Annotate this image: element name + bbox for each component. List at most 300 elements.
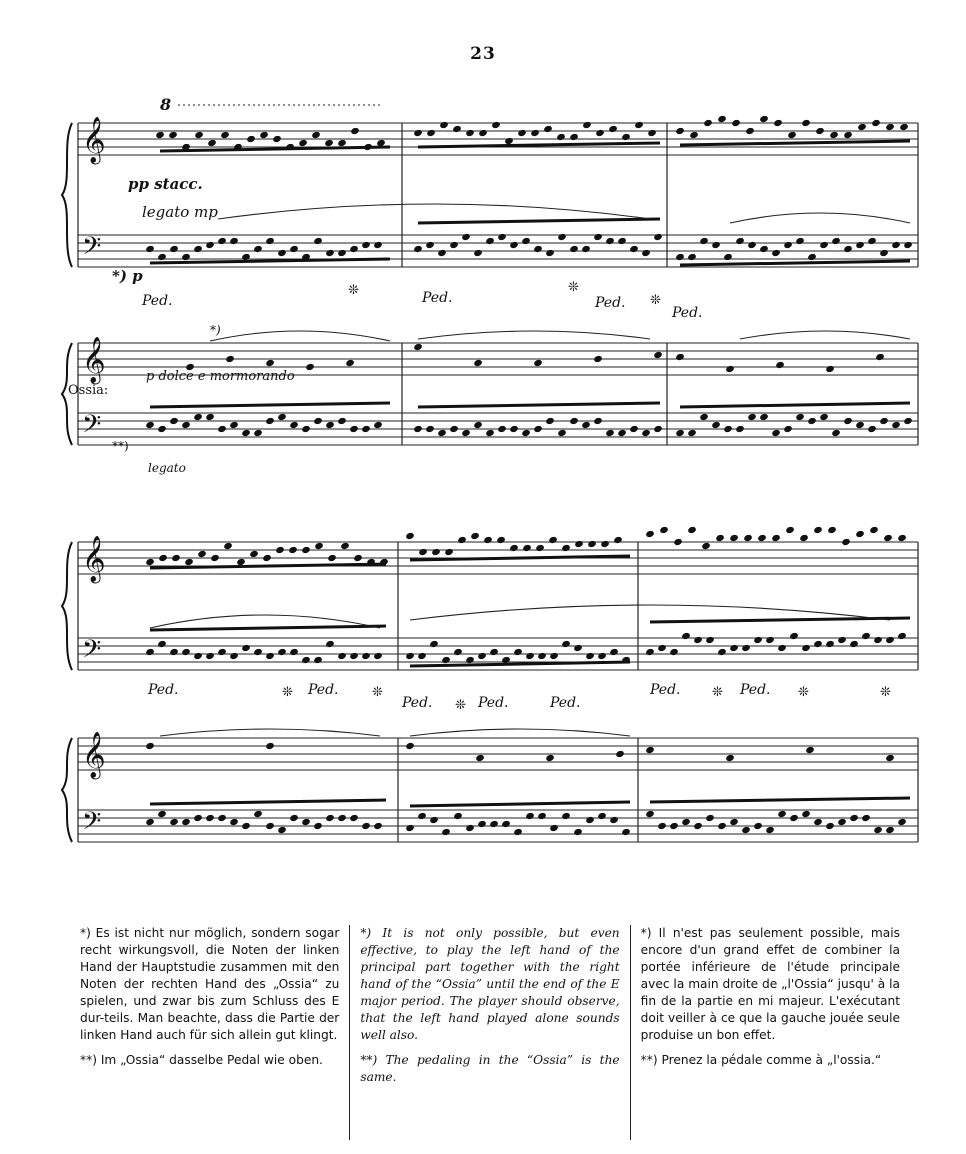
notehead <box>753 822 763 830</box>
notehead <box>509 544 519 552</box>
notehead <box>324 139 334 147</box>
notehead <box>205 652 215 660</box>
bass-clef: 𝄢 <box>82 232 102 267</box>
notehead <box>217 814 227 822</box>
ossia-legato: legato <box>148 461 186 475</box>
notehead <box>795 237 805 245</box>
notehead <box>373 822 383 830</box>
notehead <box>265 652 275 660</box>
notehead <box>807 417 817 425</box>
notehead <box>587 540 597 548</box>
notehead <box>735 237 745 245</box>
notehead <box>337 417 347 425</box>
notehead <box>193 413 203 421</box>
notehead <box>475 754 485 762</box>
notehead <box>819 241 829 249</box>
notehead <box>717 822 727 830</box>
beam <box>160 147 390 151</box>
notehead <box>825 822 835 830</box>
notehead <box>193 245 203 253</box>
notehead <box>595 129 605 137</box>
notehead <box>437 249 447 257</box>
notehead <box>413 129 423 137</box>
notehead <box>582 121 592 129</box>
notehead <box>217 425 227 433</box>
pedal-mark: Ped. <box>478 695 509 711</box>
brace <box>62 542 72 670</box>
notehead <box>759 115 769 123</box>
notehead <box>405 824 415 832</box>
notehead <box>903 241 913 249</box>
notehead <box>783 241 793 249</box>
notehead <box>241 822 251 830</box>
pedal-mark: Ped. <box>148 682 179 698</box>
notehead <box>313 822 323 830</box>
notehead <box>841 538 851 546</box>
notehead <box>701 542 711 550</box>
notehead <box>813 526 823 534</box>
notehead <box>705 814 715 822</box>
notehead <box>873 826 883 834</box>
notehead <box>869 526 879 534</box>
notehead <box>831 237 841 245</box>
notehead <box>757 534 767 542</box>
page-number: 23 <box>470 44 496 64</box>
notehead <box>305 363 315 371</box>
notehead <box>168 131 178 139</box>
notehead <box>325 421 335 429</box>
notehead <box>741 644 751 652</box>
notehead <box>545 249 555 257</box>
bass-clef: 𝄢 <box>82 410 102 445</box>
treble-clef: 𝄞 <box>82 117 106 163</box>
notehead <box>569 417 579 425</box>
notehead <box>449 425 459 433</box>
notehead <box>629 245 639 253</box>
beam <box>680 403 910 407</box>
notehead <box>145 558 155 566</box>
notehead <box>349 652 359 660</box>
notehead <box>885 754 895 762</box>
notehead <box>253 245 263 253</box>
notehead <box>875 353 885 361</box>
notehead <box>535 544 545 552</box>
notehead <box>485 237 495 245</box>
notehead <box>417 812 427 820</box>
notehead <box>795 413 805 421</box>
notehead <box>205 814 215 822</box>
notehead <box>327 554 337 562</box>
slur <box>410 729 630 736</box>
beam <box>410 802 630 806</box>
notehead <box>289 421 299 429</box>
notehead <box>205 413 215 421</box>
pedal-release-star: ❊ <box>455 698 466 713</box>
notehead <box>169 245 179 253</box>
ossia-pedal-footnote-marker: **) <box>112 439 129 453</box>
notehead <box>373 652 383 660</box>
notehead <box>157 253 167 261</box>
pedal-release-star: ❊ <box>650 293 661 308</box>
notehead <box>373 421 383 429</box>
notehead <box>557 429 567 437</box>
notehead <box>843 245 853 253</box>
notehead <box>669 822 679 830</box>
pedal-mark: Ped. <box>422 290 453 306</box>
notehead <box>581 421 591 429</box>
notehead <box>477 652 487 660</box>
pedal-mark: Ped. <box>672 305 703 321</box>
notehead <box>301 546 311 554</box>
notehead <box>441 828 451 836</box>
footnote-english <box>349 925 629 1140</box>
notehead <box>249 550 259 558</box>
notehead <box>741 826 751 834</box>
notehead <box>549 652 559 660</box>
notehead <box>549 824 559 832</box>
notehead <box>301 818 311 826</box>
notehead <box>843 417 853 425</box>
notehead <box>731 119 741 127</box>
notehead <box>747 413 757 421</box>
notehead <box>253 429 263 437</box>
notehead <box>669 648 679 656</box>
notehead <box>521 237 531 245</box>
notehead <box>743 534 753 542</box>
notehead <box>723 425 733 433</box>
notehead <box>361 241 371 249</box>
notehead <box>765 636 775 644</box>
notehead <box>759 413 769 421</box>
notehead <box>699 237 709 245</box>
notehead <box>277 826 287 834</box>
beam <box>418 219 660 223</box>
notehead <box>605 429 615 437</box>
notehead <box>496 536 506 544</box>
notehead <box>325 640 335 648</box>
notehead <box>681 632 691 640</box>
notehead <box>229 652 239 660</box>
notehead <box>265 822 275 830</box>
notehead <box>687 429 697 437</box>
notehead <box>489 820 499 828</box>
beam <box>680 141 910 145</box>
notehead <box>171 554 181 562</box>
notehead <box>497 425 507 433</box>
notehead <box>600 540 610 548</box>
beam <box>150 403 390 407</box>
notehead <box>277 249 287 257</box>
notehead <box>169 648 179 656</box>
notehead <box>873 636 883 644</box>
notehead <box>827 526 837 534</box>
notehead <box>417 652 427 660</box>
notehead <box>361 425 371 433</box>
notehead <box>429 816 439 824</box>
notehead <box>181 253 191 261</box>
footnote-german <box>70 925 349 1140</box>
pedal-release-star: ❊ <box>798 685 809 700</box>
treble-clef: 𝄞 <box>82 536 106 582</box>
notehead <box>545 754 555 762</box>
notehead <box>903 417 913 425</box>
dynamic-legato-mp: legato mp <box>142 203 218 221</box>
notehead <box>325 249 335 257</box>
music-system-1 <box>50 95 940 480</box>
notehead <box>241 644 251 652</box>
notehead <box>513 828 523 836</box>
notehead <box>647 129 657 137</box>
notehead <box>849 640 859 648</box>
notehead <box>431 548 441 556</box>
notehead <box>801 644 811 652</box>
notehead <box>497 233 507 241</box>
notehead <box>229 818 239 826</box>
notehead <box>478 129 488 137</box>
notehead <box>277 648 287 656</box>
slur <box>410 605 890 620</box>
notehead <box>693 822 703 830</box>
notehead <box>483 536 493 544</box>
beam <box>150 626 386 630</box>
notehead <box>681 818 691 826</box>
footnote-de-2: **) Im „Ossia“ dasselbe Pedal wie oben. <box>80 1053 323 1067</box>
notehead <box>634 121 644 129</box>
notehead <box>453 812 463 820</box>
notehead <box>337 139 347 147</box>
notehead <box>452 125 462 133</box>
notehead <box>449 241 459 249</box>
notehead <box>157 640 167 648</box>
notehead <box>521 429 531 437</box>
notehead <box>867 237 877 245</box>
notehead <box>465 656 475 664</box>
notehead <box>169 818 179 826</box>
notehead <box>581 245 591 253</box>
notehead <box>537 812 547 820</box>
notehead <box>181 421 191 429</box>
notehead <box>861 814 871 822</box>
notehead <box>405 532 415 540</box>
pedal-release-star: ❊ <box>880 685 891 700</box>
notehead <box>597 812 607 820</box>
notehead <box>787 131 797 139</box>
notehead <box>645 810 655 818</box>
notehead <box>210 554 220 562</box>
beam <box>150 564 386 568</box>
notehead <box>158 554 168 562</box>
notehead <box>145 818 155 826</box>
notehead <box>613 536 623 544</box>
notehead <box>325 814 335 822</box>
notehead <box>157 810 167 818</box>
notehead <box>220 131 230 139</box>
notehead <box>673 538 683 546</box>
notehead <box>815 127 825 135</box>
notehead <box>657 822 667 830</box>
notehead <box>265 359 275 367</box>
notehead <box>157 425 167 433</box>
notehead <box>314 542 324 550</box>
notehead <box>229 237 239 245</box>
beam <box>680 261 910 265</box>
notehead <box>759 245 769 253</box>
notehead <box>711 421 721 429</box>
notehead <box>491 121 501 129</box>
notehead <box>145 245 155 253</box>
notehead <box>517 129 527 137</box>
notehead <box>461 233 471 241</box>
notehead <box>645 648 655 656</box>
notehead <box>855 530 865 538</box>
notehead <box>593 233 603 241</box>
notehead <box>777 644 787 652</box>
footnote-de-1: *) Es ist nicht nur möglich, sondern sogar recht wirkungsvoll, die Noten der linken Hand der Hauptstudie zusammen mit den Noten der rechten Hand des „Ossia“ zu spielen, und zwar bis zum Schluss des E dur-teils. Man beachte, dass die Partie der linken Hand auch für sich allein gut klingt. <box>80 926 340 1042</box>
notehead <box>298 139 308 147</box>
octave-mark: 8 <box>160 95 172 114</box>
pedal-release-star: ❊ <box>348 283 359 298</box>
notehead <box>311 131 321 139</box>
notehead <box>426 129 436 137</box>
notehead <box>831 429 841 437</box>
notehead <box>169 417 179 425</box>
footnote-french <box>630 925 910 1140</box>
notehead <box>533 245 543 253</box>
notehead <box>207 139 217 147</box>
notehead <box>277 413 287 421</box>
notehead <box>861 632 871 640</box>
notehead <box>337 249 347 257</box>
beam <box>410 556 630 560</box>
notehead <box>525 812 535 820</box>
dynamic-p: *) p <box>112 267 143 285</box>
pedal-release-star: ❊ <box>712 685 723 700</box>
notehead <box>585 816 595 824</box>
notehead <box>883 534 893 542</box>
brace <box>62 738 72 842</box>
notehead <box>530 129 540 137</box>
notehead <box>349 425 359 433</box>
notehead <box>745 127 755 135</box>
notehead <box>473 249 483 257</box>
notehead <box>194 131 204 139</box>
notehead <box>574 540 584 548</box>
notehead <box>605 237 615 245</box>
notehead <box>405 652 415 660</box>
ossia-footnote-marker: *) <box>210 323 221 337</box>
notehead <box>193 814 203 822</box>
beam <box>650 798 910 802</box>
notehead <box>885 826 895 834</box>
notehead <box>735 425 745 433</box>
notehead <box>617 237 627 245</box>
notehead <box>289 245 299 253</box>
notehead <box>289 648 299 656</box>
notehead <box>349 245 359 253</box>
notehead <box>765 826 775 834</box>
notehead <box>675 353 685 361</box>
notehead <box>504 137 514 145</box>
notehead <box>405 742 415 750</box>
footnote-en-2: **) The pedaling in the “Ossia” is the same. <box>360 1053 620 1084</box>
notehead <box>241 429 251 437</box>
notehead <box>193 652 203 660</box>
notehead <box>837 636 847 644</box>
notehead <box>729 644 739 652</box>
notehead <box>891 241 901 249</box>
notehead <box>593 355 603 363</box>
notehead <box>897 632 907 640</box>
notehead <box>843 131 853 139</box>
notehead <box>288 546 298 554</box>
notehead <box>899 123 909 131</box>
notehead <box>545 417 555 425</box>
notehead <box>825 640 835 648</box>
notehead <box>246 135 256 143</box>
pedal-release-star: ❊ <box>372 685 383 700</box>
notehead <box>729 818 739 826</box>
slur <box>218 204 650 219</box>
notehead <box>689 131 699 139</box>
notehead <box>711 241 721 249</box>
notehead <box>659 526 669 534</box>
notehead <box>265 237 275 245</box>
notehead <box>181 648 191 656</box>
notehead <box>687 526 697 534</box>
notehead <box>265 742 275 750</box>
notehead <box>301 425 311 433</box>
bass-clef: 𝄢 <box>82 635 102 670</box>
notehead <box>801 119 811 127</box>
notehead <box>813 640 823 648</box>
notehead <box>457 536 467 544</box>
notehead <box>155 131 165 139</box>
notehead <box>699 413 709 421</box>
notehead <box>773 119 783 127</box>
notehead <box>608 125 618 133</box>
notehead <box>548 536 558 544</box>
notehead <box>561 640 571 648</box>
dynamic-pp-stacc: pp stacc. <box>128 175 203 193</box>
notehead <box>789 814 799 822</box>
notehead <box>477 820 487 828</box>
treble-clef: 𝄞 <box>82 732 106 778</box>
notehead <box>819 413 829 421</box>
notehead <box>313 656 323 664</box>
notehead <box>775 361 785 369</box>
notehead <box>509 241 519 249</box>
notehead <box>229 421 239 429</box>
notehead <box>181 818 191 826</box>
notehead <box>897 818 907 826</box>
notehead <box>259 131 269 139</box>
notehead <box>715 534 725 542</box>
bass-clef: 𝄢 <box>82 807 102 842</box>
notehead <box>262 554 272 562</box>
notehead <box>653 351 663 359</box>
beam <box>650 618 910 622</box>
notehead <box>717 648 727 656</box>
notehead <box>725 754 735 762</box>
beam <box>150 800 386 804</box>
ossia-dynamic: p dolce e mormorando <box>146 369 295 384</box>
notehead <box>621 828 631 836</box>
notehead <box>785 526 795 534</box>
notehead <box>615 750 625 758</box>
notehead <box>473 359 483 367</box>
pedal-release-star: ❊ <box>282 685 293 700</box>
pedal-mark: Ped. <box>142 293 173 309</box>
